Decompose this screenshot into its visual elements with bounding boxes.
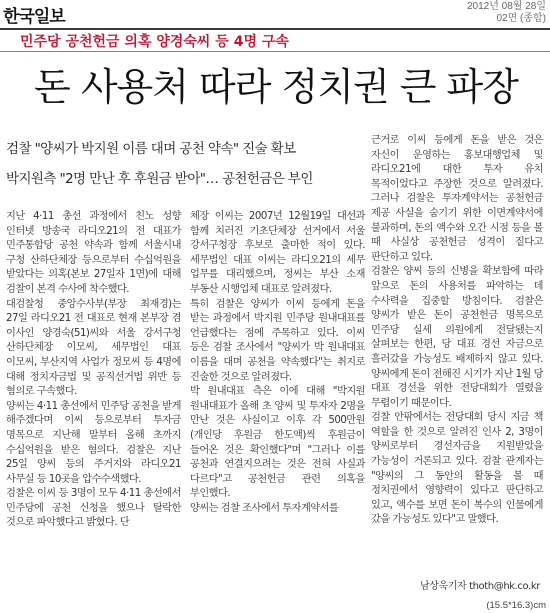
paragraph: 대검찰청 중앙수사부(부장 최재경)는 27일 라디오21 전 대표로 현재 본부장 겸 이사인 양경숙(51)씨와 서울 강서구청 산하단체장 이모씨, 세무법인 대표 이모씨, 부산지역 사업가 정모씨 등 4명에 대해 정치자금법 및 공직선거법 위반 등 혐의로 구속했다.: [6, 298, 181, 398]
article-column-3: [371, 134, 543, 528]
publication-date: 2012년 08월 28일: [466, 1, 546, 12]
subheadline-2: 박지원측 "2명 만난 후 후원금 받아"… 공천헌금은 부인: [6, 171, 313, 187]
kicker-bar: [0, 29, 550, 52]
main-headline: 돈 사용처 따라 정치권 큰 파장: [34, 65, 518, 109]
paragraph: 근거로 이씨 등에게 돈을 받은 것은 자신이 운영하는 홍보대행업체 및 라디오21에 대한 투자 유치 목적이었다고 주장한 것으로 알려졌다. 그러나 검찰은 투자계약서는 공천헌금 제공 사실을 숨기기 위한 이면계약서에 불과하며, 돈의 액수와 오간 시점 등을 볼 때 사실상 공천헌금 성격이 짙다고 판단하고 있다.: [371, 135, 543, 263]
paragraph: 양씨는 4·11 총선에서 민주당 공천을 받게 해주겠다며 이씨 등으로부터 투자금 명목으로 지난해 말부터 올해 초까지 수십억원을 받은 혐의다. 검찰은 지난 25일 양씨 등의 주거지와 라디오21 사무실 등 10곳을 압수수색했다.: [6, 400, 181, 485]
page-number: 02면 (종합): [496, 13, 546, 24]
paragraph: 검찰 안팎에서는 전당대회 당시 지금 책 역할을 한 것으로 알려진 인사 2, 3명이 양씨로부터 경선자금을 지원받았을 가능성이 거론되고 있다. 검찰 관계자는 "양씨의 그 동안의 활동을 볼 때 정치권에서 영향력이 있다고 판단하고 있고, 액수를 보면 돈이 복수의 인물에게 갔을 가능성도 있다"고 말했다.: [371, 412, 543, 526]
newspaper-logo: 한국일보: [3, 7, 65, 27]
byline: 남상욱기자 thoth@hk.co.kr: [420, 581, 540, 592]
paragraph: 검찰은 이씨 등 3명이 모두 4·11 총선에서 민주당에 공천 신청을 했으나 탈락한 것으로 파악했다고 밝혔다. 단: [6, 488, 181, 529]
paragraph: 특히 검찰은 양씨가 이씨 등에게 돈을 받는 과정에서 박지원 민주당 원내대표를 언급했다는 점에 주목하고 있다. 이씨 등은 검찰 조사에서 "양씨가 박 원내대표 이름을 대며 공천을 약속했다"는 취지로 진술한 것으로 알려졌다.: [190, 298, 365, 383]
paragraph: 검찰은 양씨 등의 신병을 확보함에 따라 앞으로 돈의 사용처를 파악하는 데 수사력을 집중할 방침이다. 검찰은 양씨가 받은 돈이 공천헌금 명목으로 민주당 실세 의원에게 전달됐는지 살펴보는 한편, 당 대표 경선 자금으로 흘러갔을 가능성도 배제하지 않고 있다. 양씨에게 돈이 전해진 시기가 지난 1월 당 대표 경선을 위한 전당대회가 열렸을 무렵이기 때문이다.: [371, 266, 543, 409]
article-column-1: [6, 210, 181, 531]
paragraph: 양씨는 검찰 조사에서 투자계약서를: [190, 502, 339, 514]
paragraph: 박 원내대표 측은 이에 대해 "박지원 원내대표가 올해 초 양씨 및 투자자 2명을 만난 것은 사실이고 이후 각 500만원(개인당 후원금 한도액)씩 후원금이 들어온 것은 확인했다"며 "그러나 이를 공천과 연결지으려는 것은 전혀 사실과 다르다"고 공천헌금 관련 의혹을 부인했다.: [190, 386, 365, 500]
article-size: (15.5*16.3)cm: [486, 600, 546, 611]
masthead: [0, 0, 550, 30]
edition-info: [467, 1, 546, 25]
paragraph: 체장 이씨는 2007년 12월19일 대선과 함께 치러진 기초단체장 선거에서 서울 강서구청장 후보로 출마한 적이 있다. 세무법인 대표 이씨는 라디오21의 세무 업무를 대리했으며, 정씨는 부산 소재 부동산 시행업체 대표로 알려졌다.: [190, 211, 365, 295]
kicker-headline: 민주당 공천헌금 의혹 양경숙씨 등 4명 구속: [20, 34, 289, 50]
article-column-2: [190, 210, 365, 516]
paragraph: 지난 4·11 총선 과정에서 친노 성향 인터넷 방송국 라디오21의 전 대표가 민주통합당 공천 약속과 함께 서울시내 구청 산하단체장 등으로부터 수십억원을 받았다는 의혹(본보 27일자 1면)에 대해 검찰이 본격 수사에 착수했다.: [6, 211, 181, 295]
subheadline-1: 검찰 "양씨가 박지원 이름 대며 공천 약속" 진술 확보: [6, 141, 296, 157]
